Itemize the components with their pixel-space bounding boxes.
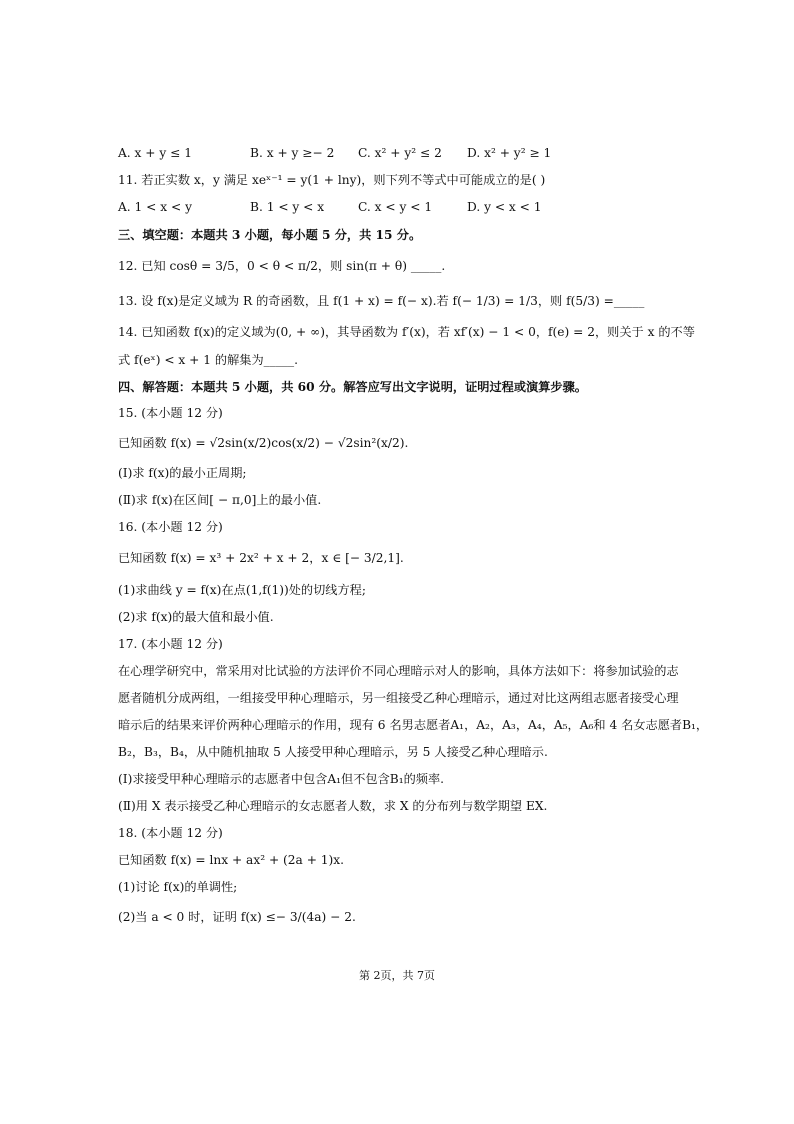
q18-heading: 18. (本小题 12 分) — [118, 826, 223, 840]
q17-part-1: (Ⅰ)求接受甲种心理暗示的志愿者中包含A₁但不包含B₁的频率. — [118, 772, 445, 786]
q14-line-2: 式 f(eˣ) < x + 1 的解集为_____. — [118, 353, 298, 367]
q18-stem: 已知函数 f(x) = lnx + ax² + (2a + 1)x. — [118, 853, 345, 867]
q17-text-1: 在心理学研究中，常采用对比试验的方法评价不同心理暗示对人的影响，具体方法如下：将参加试验的志 — [118, 664, 679, 678]
q16-part-2: (2)求 f(x)的最大值和最小值. — [118, 610, 274, 624]
q11-stem: 11. 若正实数 x，y 满足 xeˣ⁻¹ = y(1 + lny)，则下列不等式中可能成立的是( ) — [118, 173, 546, 187]
q13: 13. 设 f(x)是定义域为 R 的奇函数，且 f(1 + x) = f(− x).若 f(− 1/3) = 1/3，则 f(5/3) =_____ — [118, 294, 645, 308]
q17-text-4: B₂，B₃，B₄，从中随机抽取 5 人接受甲种心理暗示，另 5 人接受乙种心理暗示. — [118, 745, 548, 759]
q17-text-2: 愿者随机分成两组，一组接受甲种心理暗示，另一组接受乙种心理暗示，通过对比这两组志愿者接受心理 — [118, 691, 679, 705]
q10-option-b: B. x + y ≥− 2 — [250, 146, 335, 160]
q16-heading: 16. (本小题 12 分) — [118, 520, 223, 534]
q16-stem: 已知函数 f(x) = x³ + 2x² + x + 2，x ∈ [− 3/2,1]. — [118, 551, 404, 565]
q17-heading: 17. (本小题 12 分) — [118, 637, 223, 651]
q12: 12. 已知 cosθ = 3/5，0 < θ < π/2，则 sin(π + θ) _____. — [118, 259, 446, 273]
q18-part-2: (2)当 a < 0 时，证明 f(x) ≤− 3/(4a) − 2. — [118, 910, 356, 924]
q17-text-3: 暗示后的结果来评价两种心理暗示的作用，现有 6 名男志愿者A₁，A₂，A₃，A₄，A₅，A₆和 4 名女志愿者B₁， — [118, 718, 709, 732]
q10-option-a: A. x + y ≤ 1 — [118, 146, 192, 160]
section-3-heading: 三、填空题：本题共 3 小题，每小题 5 分，共 15 分。 — [118, 228, 422, 242]
q11-option-a: A. 1 < x < y — [118, 200, 192, 214]
q15-part-2: (Ⅱ)求 f(x)在区间[ − π,0]上的最小值. — [118, 493, 322, 507]
q17-part-2: (Ⅱ)用 X 表示接受乙种心理暗示的女志愿者人数，求 X 的分布列与数学期望 EX. — [118, 799, 548, 813]
q14-line-1: 14. 已知函数 f(x)的定义域为(0, + ∞)，其导函数为 f′(x)，若 xf′(x) − 1 < 0，f(e) = 2，则关于 x 的不等 — [118, 325, 695, 339]
q10-option-d: D. x² + y² ≥ 1 — [467, 146, 552, 160]
q15-heading: 15. (本小题 12 分) — [118, 406, 223, 420]
q10-option-c: C. x² + y² ≤ 2 — [358, 146, 442, 160]
q11-option-d: D. y < x < 1 — [467, 200, 542, 214]
page-footer: 第 2页，共 7页 — [359, 969, 435, 982]
section-4-heading: 四、解答题：本题共 5 小题，共 60 分。解答应写出文字说明，证明过程或演算步骤。 — [118, 380, 587, 394]
q11-option-c: C. x < y < 1 — [358, 200, 433, 214]
q11-option-b: B. 1 < y < x — [250, 200, 325, 214]
q15-part-1: (Ⅰ)求 f(x)的最小正周期; — [118, 466, 247, 480]
q18-part-1: (1)讨论 f(x)的单调性; — [118, 880, 238, 894]
q15-stem: 已知函数 f(x) = √2sin(x/2)cos(x/2) − √2sin²(x/2). — [118, 436, 409, 450]
q16-part-1: (1)求曲线 y = f(x)在点(1,f(1))处的切线方程; — [118, 583, 366, 597]
